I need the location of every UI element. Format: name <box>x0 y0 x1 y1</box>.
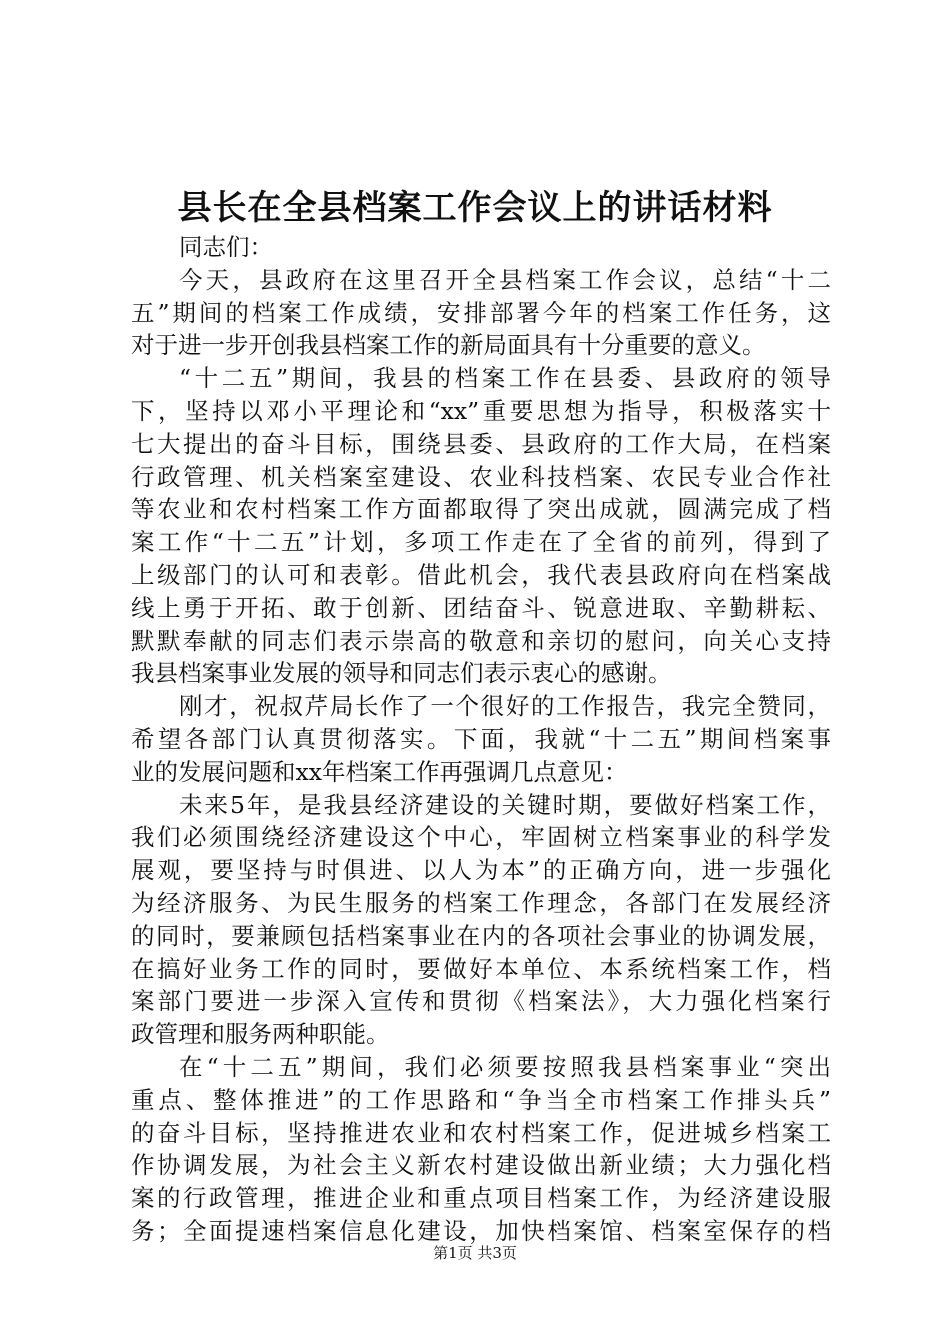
body-line: 等农业和农村档案工作方面都取得了突出成就，圆满完成了档 <box>131 495 831 524</box>
body-line: 案部门要进一步深入宣传和贯彻《档案法》，大力强化档案行 <box>131 987 831 1016</box>
document-title: 县长在全县档案工作会议上的讲话材料 <box>177 188 773 228</box>
body-line: 的奋斗目标，坚持推进农业和农村档案工作，促进城乡档案工 <box>131 1118 831 1147</box>
body-line: 我们必须围绕经济建设这个中心，牢固树立档案事业的科学发 <box>131 823 831 852</box>
body-line: 七大提出的奋斗目标，围绕县委、县政府的工作大局，在档案 <box>131 429 831 458</box>
body-line: 在“十二五”期间，我们必须要按照我县档案事业“突出 <box>179 1052 831 1081</box>
body-line: 案的行政管理，推进企业和重点项目档案工作，为经济建设服 <box>131 1184 831 1213</box>
body-line: 为经济服务、为民生服务的档案工作理念，各部门在发展经济 <box>131 888 831 917</box>
body-line: 下，坚持以邓小平理论和“xx”重要思想为指导，积极落实十 <box>131 396 831 425</box>
body-line: 默默奉献的同志们表示崇高的敬意和亲切的慰问，向关心支持 <box>131 626 831 655</box>
body-line: 的同时，要兼顾包括档案事业在内的各项社会事业的协调发展， <box>131 921 831 950</box>
body-line: 刚才，祝叔芹局长作了一个很好的工作报告，我完全赞同， <box>179 692 831 721</box>
body-line: 案工作“十二五”计划，多项工作走在了全省的前列，得到了 <box>131 528 831 557</box>
body-line: 今天，县政府在这里召开全县档案工作会议，总结“十二 <box>179 265 831 294</box>
body-line: “十二五”期间，我县的档案工作在县委、县政府的领导 <box>179 364 831 393</box>
body-line: 对于进一步开创我县档案工作的新局面具有十分重要的意义。 <box>131 331 766 360</box>
body-line: 行政管理、机关档案室建设、农业科技档案、农民专业合作社 <box>131 462 831 491</box>
body-line: 政管理和服务两种职能。 <box>131 1020 390 1049</box>
body-line: 业的发展问题和xx年档案工作再强调几点意见： <box>131 757 628 786</box>
body-line: 希望各部门认真贯彻落实。下面，我就“十二五”期间档案事 <box>131 724 831 753</box>
body-line: 我县档案事业发展的领导和同志们表示衷心的感谢。 <box>131 659 672 688</box>
body-line: 在搞好业务工作的同时，要做好本单位、本系统档案工作，档 <box>131 954 831 983</box>
body-line: 作协调发展，为社会主义新农村建设做出新业绩；大力强化档 <box>131 1151 831 1180</box>
body-line: 上级部门的认可和表彰。借此机会，我代表县政府向在档案战 <box>131 560 831 589</box>
document-body <box>131 231 831 1248</box>
body-line: 重点、整体推进”的工作思路和“争当全市档案工作排头兵” <box>131 1085 831 1114</box>
body-line: 展观，要坚持与时俱进、以人为本”的正确方向，进一步强化 <box>131 856 831 885</box>
body-line: 五”期间的档案工作成绩，安排部署今年的档案工作任务，这 <box>131 298 831 327</box>
body-line: 未来5年，是我县经济建设的关键时期，要做好档案工作， <box>179 790 831 819</box>
page-number-footer: 第1页 共3页 <box>433 1244 517 1262</box>
salutation-line: 同志们： <box>179 233 273 261</box>
body-line: 务；全面提速档案信息化建设，加快档案馆、档案室保存的档 <box>131 1216 831 1245</box>
body-line: 线上勇于开拓、敢于创新、团结奋斗、锐意进取、辛勤耕耘、 <box>131 593 831 622</box>
